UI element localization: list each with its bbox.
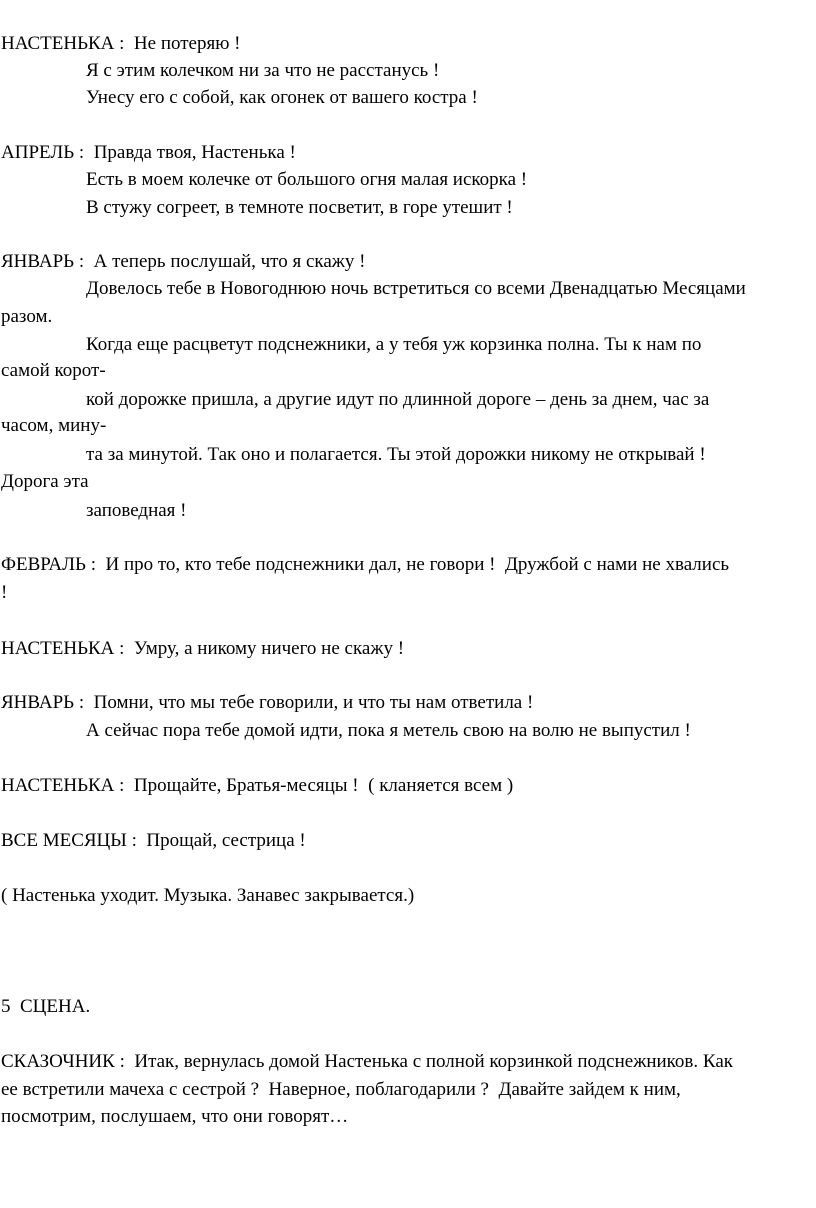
speech-line: А сейчас пора тебе домой идти, пока я метель свою на волю не выпустил ! — [86, 720, 691, 741]
speech-nastenka-1: НАСТЕНЬКА : Не потеряю ! — [1, 33, 241, 54]
speech-line-wrap: ! — [1, 582, 8, 603]
speech-nastenka-2: НАСТЕНЬКА : Умру, а никому ничего не скажу ! — [1, 638, 405, 659]
speech-line-wrap: Дорога эта — [1, 471, 89, 492]
speech-line: Есть в моем колечке от большого огня малая искорка ! — [86, 169, 528, 190]
speech-line: Когда еще расцветут подснежники, а у тебя уж корзинка полна. Ты к нам по — [86, 334, 702, 355]
speech-line: заповедная ! — [86, 500, 187, 521]
speech-april: АПРЕЛЬ : Правда твоя, Настенька ! — [1, 142, 296, 163]
speech-line: кой дорожке пришла, а другие идут по длинной дороге – день за днем, час за — [86, 389, 710, 410]
speech-all-months: ВСЕ МЕСЯЦЫ : Прощай, сестрица ! — [1, 830, 306, 851]
speech-line: Довелось тебе в Новогоднюю ночь встретиться со всеми Двенадцатью Месяцами — [86, 278, 746, 299]
speech-line: Я с этим колечком ни за что не расстанусь ! — [86, 60, 440, 81]
speech-line-wrap: посмотрим, послушаем, что они говорят… — [1, 1106, 349, 1127]
speech-january-2: ЯНВАРЬ : Помни, что мы тебе говорили, и что ты нам ответила ! — [1, 692, 534, 713]
speech-narrator: СКАЗОЧНИК : Итак, вернулась домой Настенька с полной корзинкой подснежников. Как — [1, 1051, 733, 1072]
speech-line-wrap: самой корот- — [1, 360, 106, 381]
speech-line: та за минутой. Так оно и полагается. Ты этой дорожки никому не открывай ! — [86, 444, 706, 465]
speech-line: Унесу его с собой, как огонек от вашего костра ! — [86, 87, 478, 108]
speech-february: ФЕВРАЛЬ : И про то, кто тебе подснежники дал, не говори ! Дружбой с нами не хвались — [1, 554, 730, 575]
speech-january-1: ЯНВАРЬ : А теперь послушай, что я скажу ! — [1, 251, 366, 272]
speech-line-wrap: разом. — [1, 306, 53, 327]
speech-line-wrap: ее встретили мачеха с сестрой ? Наверное, поблагодарили ? Давайте зайдем к ним, — [1, 1079, 681, 1100]
speech-nastenka-3: НАСТЕНЬКА : Прощайте, Братья-месяцы ! ( кланяется всем ) — [1, 775, 514, 796]
speech-line-wrap: часом, мину- — [1, 415, 107, 436]
stage-direction: ( Настенька уходит. Музыка. Занавес закрывается.) — [1, 885, 415, 906]
speech-line: В стужу согреет, в темноте посветит, в горе утешит ! — [86, 197, 513, 218]
scene-heading: 5 СЦЕНА. — [1, 996, 91, 1017]
